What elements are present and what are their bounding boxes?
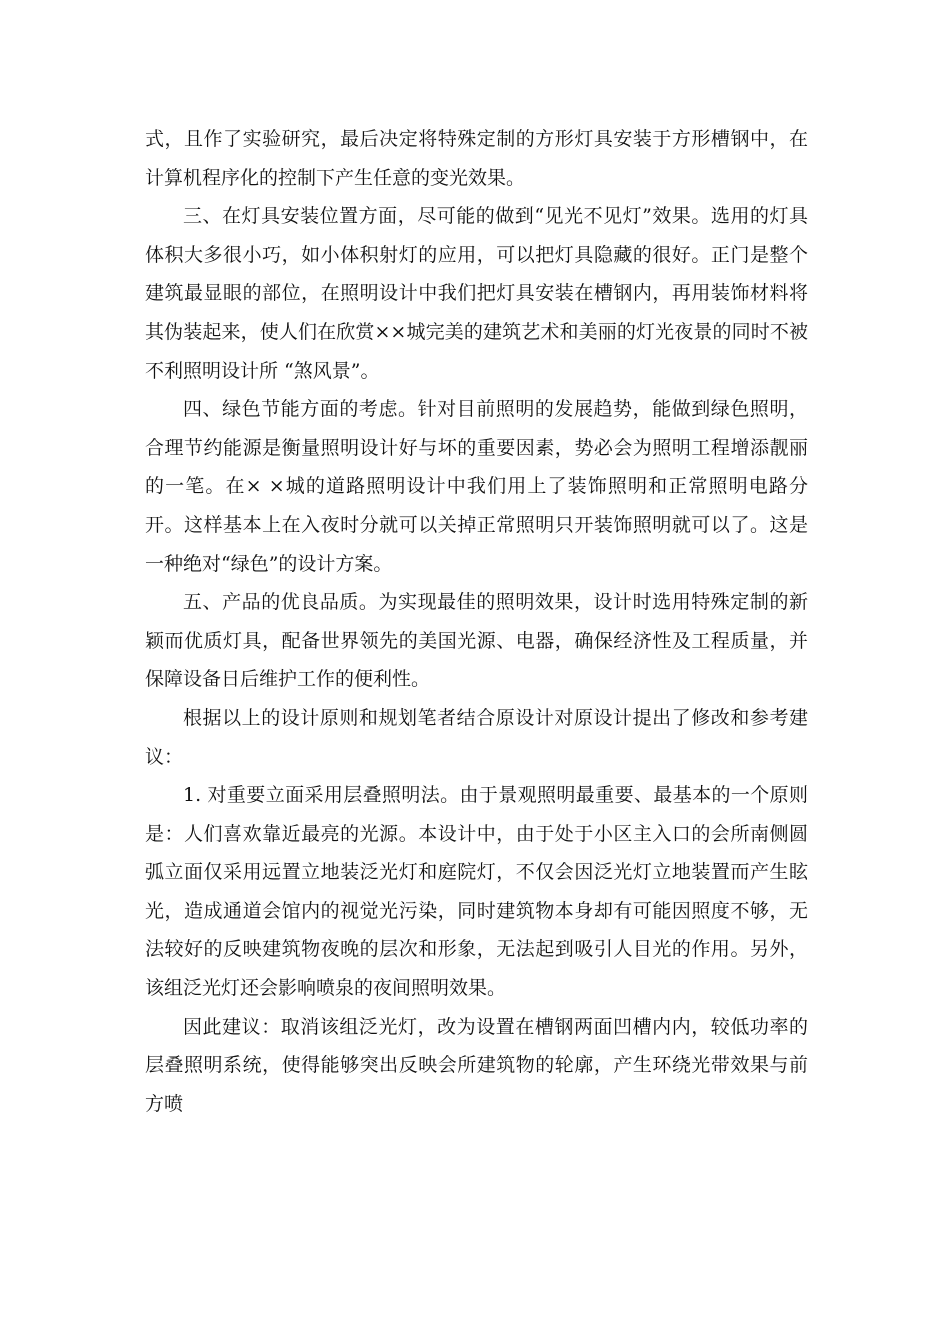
paragraph-continuation: 式，且作了实验研究，最后决定将特殊定制的方形灯具安装于方形槽钢中，在计算机程序化的控制下产生任意的变光效果。	[145, 128, 808, 189]
paragraph-green-energy: 四、绿色节能方面的考虑。针对目前照明的发展趋势，能做到绿色照明，合理节约能源是衡量照明设计好与坏的重要因素，势必会为照明工程增添靓丽的一笔。在× ×城的道路照明设计中我们用上了装饰照明和正常照明电路分开。这样基本上在入夜时分就可以关掉正常照明只开装饰照明就可以了。这是一种绝对“绿色”的设计方案。	[145, 398, 808, 575]
paragraph-recommendation: 因此建议：取消该组泛光灯，改为设置在槽钢两面凹槽内内，较低功率的层叠照明系统，使得能够突出反映会所建筑物的轮廓，产生环绕光带效果与前方喷	[145, 1015, 808, 1115]
document-body	[145, 120, 808, 1123]
paragraph-suggestions-intro: 根据以上的设计原则和规划笔者结合原设计对原设计提出了修改和参考建议：	[145, 706, 808, 768]
paragraph-product-quality: 五、产品的优良品质。为实现最佳的照明效果，设计时选用特殊定制的新颖而优质灯具，配备世界领先的美国光源、电器，确保经济性及工程质量，并保障设备日后维护工作的便利性。	[145, 591, 808, 691]
paragraph-installation-position: 三、在灯具安装位置方面，尽可能的做到“见光不见灯”效果。选用的灯具体积大多很小巧，如小体积射灯的应用，可以把灯具隐藏的很好。正门是整个建筑最显眼的部位，在照明设计中我们把灯具安装在槽钢内，再用装饰材料将其伪装起来，使人们在欣赏××城完美的建筑艺术和美丽的灯光夜景的同时不被不利照明设计所 “煞风景”。	[145, 205, 808, 382]
paragraph-layered-lighting: 1. 对重要立面采用层叠照明法。由于景观照明最重要、最基本的一个原则是：人们喜欢靠近最亮的光源。本设计中，由于处于小区主入口的会所南侧圆弧立面仅采用远置立地装泛光灯和庭院灯，不仅会因泛光灯立地装置而产生眩光，造成通道会馆内的视觉光污染，同时建筑物本身却有可能因照度不够，无法较好的反映建筑物夜晚的层次和形象，无法起到吸引人目光的作用。另外，该组泛光灯还会影响喷泉的夜间照明效果。	[145, 784, 808, 1000]
